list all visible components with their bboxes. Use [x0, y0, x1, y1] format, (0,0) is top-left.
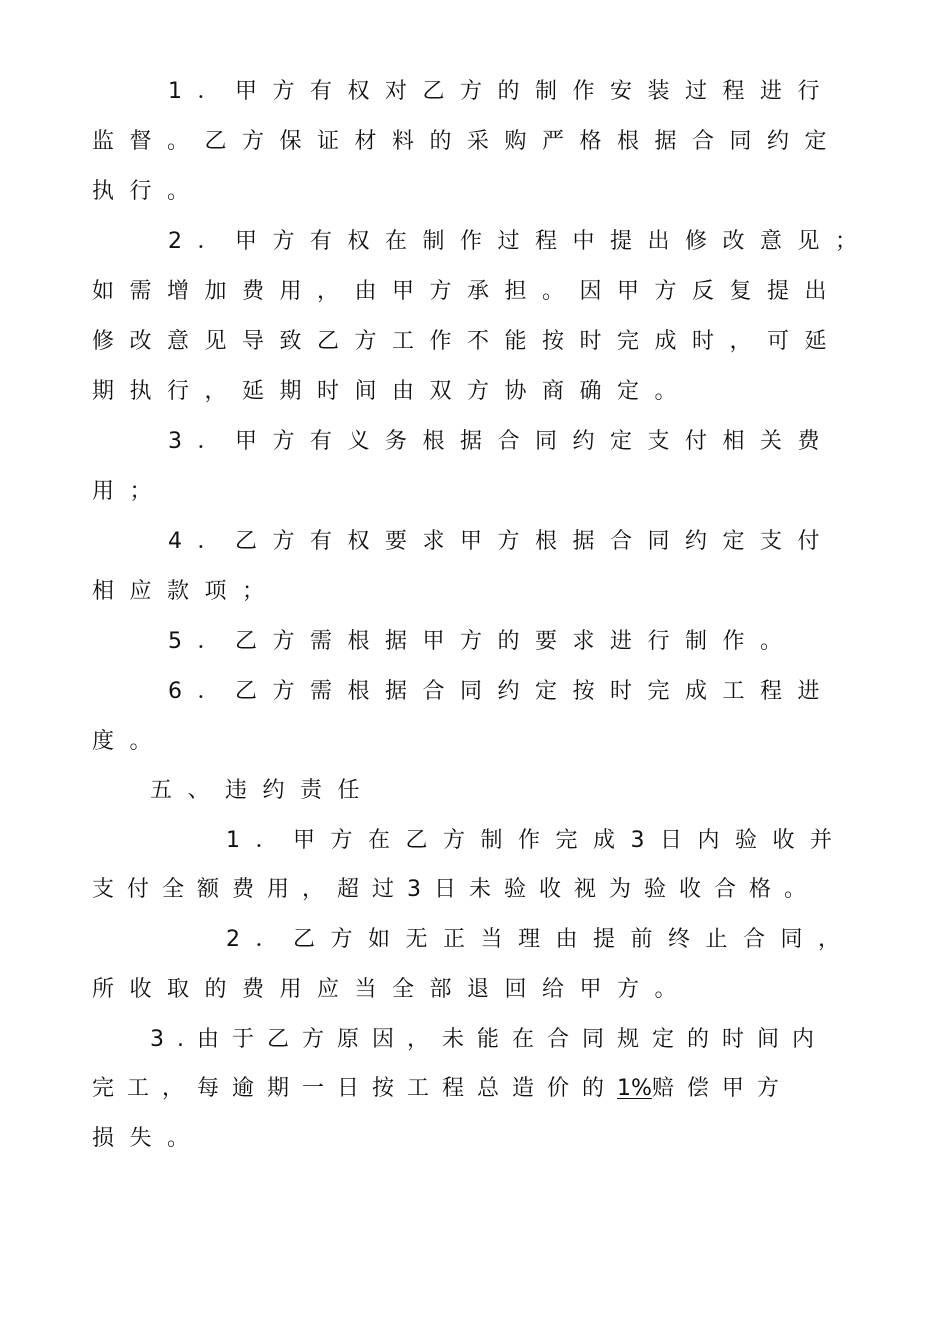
clause-5-3-text-before-rate: 完工，每逾期一日按工程总造价的 — [92, 1076, 618, 1101]
clause-4-1-line-2: 监督。乙方保证材料的采购严格根据合同约定 — [92, 129, 843, 154]
clause-4-2-line-1: 2．甲方有权在制作过程中提出修改意见； — [168, 229, 873, 254]
clause-4-3-line-1: 3．甲方有义务根据合同约定支付相关费 — [168, 429, 835, 454]
clause-5-1-line-2: 支付全额费用，超过3日未验收视为验收合格。 — [92, 877, 819, 902]
clause-5-2-line-2: 所收取的费用应当全部退回给甲方。 — [92, 977, 693, 1002]
clause-5-1-line-1: 1．甲方在乙方制作完成3日内验收并 — [226, 828, 848, 853]
clause-4-6-line-2: 度。 — [92, 729, 168, 754]
clause-5-3-line-3: 损失。 — [92, 1126, 205, 1151]
clause-4-1-line-3: 执行。 — [92, 179, 205, 204]
clause-5-3-line-2 — [92, 1074, 852, 1104]
clause-4-1-line-1: 1．甲方有权对乙方的制作安装过程进行 — [168, 79, 835, 104]
section-heading-breach: 五、违约责任 — [150, 778, 376, 803]
penalty-rate: 1% — [617, 1076, 652, 1101]
clause-4-5-line-1: 5．乙方需根据甲方的要求进行制作。 — [168, 629, 798, 654]
clause-5-3-text-after-rate: 赔偿甲方 — [651, 1076, 792, 1101]
clause-4-2-line-3: 修改意见导致乙方工作不能按时完成时，可延 — [92, 329, 843, 354]
clause-4-4-line-1: 4．乙方有权要求甲方根据合同约定支付 — [168, 529, 835, 554]
clause-4-4-line-2: 相应款项； — [92, 579, 280, 604]
clause-4-2-line-4: 期执行，延期时间由双方协商确定。 — [92, 379, 693, 404]
clause-4-2-line-2: 如需增加费用，由甲方承担。因甲方反复提出 — [92, 279, 843, 304]
clause-5-2-line-1: 2．乙方如无正当理由提前终止合同， — [226, 927, 856, 952]
clause-4-6-line-1: 6．乙方需根据合同约定按时完成工程进 — [168, 679, 835, 704]
clause-4-3-line-2: 用； — [92, 479, 168, 504]
clause-5-3-line-1: 3.由于乙方原因，未能在合同规定的时间内 — [150, 1027, 827, 1052]
